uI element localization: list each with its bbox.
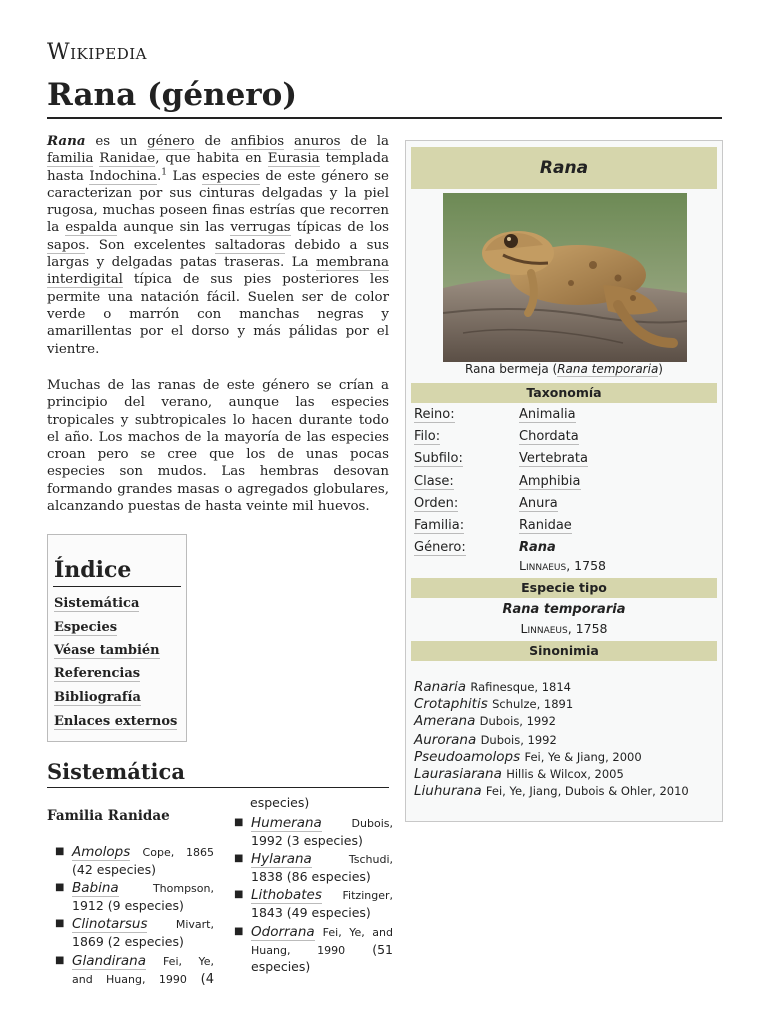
text: aunque sin las [117, 220, 231, 236]
genus-link-babina[interactable]: Babina [72, 880, 119, 896]
synonym-name: Aurorana [414, 732, 477, 748]
list-item [234, 924, 393, 976]
frog-photo[interactable] [443, 193, 687, 362]
synonym-author: Fei, Ye & Jiang, 2000 [524, 750, 642, 764]
type-species-authority: Linnaeus, 1758 [520, 621, 608, 636]
link-ranidae[interactable]: Ranidae [99, 151, 156, 167]
genus-link-odorrana[interactable]: Odorrana [251, 924, 315, 940]
section-divider [47, 787, 389, 788]
genus-count: (4 [200, 971, 214, 987]
text: es un [85, 134, 148, 149]
bullet: ■ [55, 955, 65, 966]
genus-link-clinotarsus[interactable]: Clinotarsus [72, 916, 148, 932]
genus-detail: 1869 (2 especies) [72, 933, 184, 949]
genus-detail: 1992 (3 especies) [251, 832, 363, 848]
genus-count: (49 especies) [286, 904, 371, 920]
text: de la [340, 134, 389, 149]
band-especie-tipo: Especie tipo [411, 578, 717, 598]
list-item [234, 815, 393, 849]
rank-label[interactable]: Familia: [414, 518, 465, 533]
synonym-item [414, 783, 689, 799]
synonym-author: Schulze, 1891 [492, 697, 574, 711]
synonym-item [414, 732, 557, 748]
bullet: ■ [234, 926, 244, 937]
toc-title: Índice [54, 557, 132, 583]
link-especies[interactable]: especies [201, 168, 260, 184]
genus-count: (51 [372, 941, 393, 957]
toc-item-bibliografia[interactable]: Bibliografía [54, 690, 141, 705]
page-title: Rana (género) [47, 77, 297, 113]
rank-value-link[interactable]: Amphibia [519, 474, 581, 489]
link-espalda[interactable]: espalda [65, 220, 118, 236]
toc-item-enlaces-externos[interactable]: Enlaces externos [54, 714, 178, 729]
genus-author: Fei, Ye, [162, 955, 214, 968]
synonym-name: Crotaphitis [414, 696, 488, 712]
genus-authority[interactable]: Linnaeus, 1758 [519, 558, 606, 573]
genus-count: (86 especies) [286, 868, 371, 884]
rank-label[interactable]: Filo: [414, 429, 441, 444]
link-genero[interactable]: género [147, 134, 195, 149]
synonym-item [414, 713, 556, 729]
list-item [55, 844, 214, 878]
genus-count: (2 especies) [107, 933, 184, 949]
bullet: ■ [55, 882, 65, 893]
list-item [55, 880, 214, 914]
bullet: ■ [55, 918, 65, 929]
genus-author: Tschudi, [348, 853, 393, 866]
rank-value-link[interactable]: Vertebrata [519, 451, 588, 466]
subheading-familia: Familia Ranidae [47, 808, 170, 824]
genus-author: Dubois, [351, 817, 393, 830]
text: templada hasta [47, 151, 389, 184]
lead-term: Rana [47, 133, 86, 149]
reference-link[interactable]: 1 [161, 167, 167, 178]
genus-detail: 1838 (86 especies) [251, 868, 371, 884]
genus-link-lithobates[interactable]: Lithobates [251, 887, 322, 903]
genus-author: Huang, 1990 [251, 943, 346, 957]
text: típica de sus pies posteriores les permite una natación fácil. Suelen ser de color verde o marrón con manchas negras y amarillentas por el dorso y más pálidas por el vientre. [47, 272, 389, 357]
synonym-author: Dubois, 1992 [480, 733, 557, 747]
genus-link-amolops[interactable]: Amolops [72, 844, 131, 860]
synonym-author: Hillis & Wilcox, 2005 [506, 767, 624, 781]
synonym-author: Dubois, 1992 [479, 714, 556, 728]
genus-count-continued: especies) [250, 795, 310, 810]
genus-value: Rana [519, 540, 556, 555]
genus-author: Fei, Ye, and [322, 926, 393, 939]
rank-value-link[interactable]: Chordata [519, 429, 579, 444]
toc-item-vease-tambien[interactable]: Véase también [54, 643, 160, 658]
genus-author: Cope, 1865 [142, 846, 214, 859]
link-saltadoras[interactable]: saltadoras [214, 237, 286, 253]
link-indochina[interactable]: Indochina [89, 168, 157, 184]
genus-link-hylarana[interactable]: Hylarana [251, 851, 312, 867]
genus-link-humerana[interactable]: Humerana [251, 815, 322, 831]
synonym-author: Rafinesque, 1814 [470, 680, 571, 694]
genus-count: (42 especies) [72, 861, 157, 877]
rank-label[interactable]: Género: [414, 540, 466, 555]
rank-value-link[interactable]: Ranidae [519, 518, 572, 533]
rank-label[interactable]: Clase: [414, 474, 454, 489]
genus-author: and Huang, 1990 [72, 972, 187, 986]
synonym-name: Amerana [414, 713, 476, 729]
text: . Son excelentes [85, 237, 215, 253]
synonym-author: Fei, Ye, Jiang, Dubois & Ohler, 2010 [485, 784, 689, 798]
band-sinonimia: Sinonimia [411, 641, 717, 661]
link-familia[interactable]: familia [47, 151, 94, 167]
synonym-name: Liuhurana [414, 783, 482, 799]
text: . [156, 168, 162, 184]
bullet: ■ [234, 889, 244, 900]
link-membrana-interdigital[interactable]: membrana interdigital [47, 255, 389, 288]
text: , que habita en [155, 151, 268, 167]
site-logo[interactable] [47, 40, 147, 65]
toc-item-sistematica[interactable]: Sistemática [54, 596, 140, 611]
text: de este género se caracterizan por sus cinturas delgadas y la piel rugosa, muchas poseen finas estrías que recorren la [47, 168, 389, 236]
list-item [234, 887, 393, 921]
text: de [194, 134, 231, 149]
genus-detail: 1912 (9 especies) [72, 897, 184, 913]
text [284, 134, 294, 149]
genus-author: Thompson, [152, 882, 214, 895]
rank-label[interactable]: Orden: [414, 496, 459, 511]
rank-value-link[interactable]: Animalia [519, 407, 576, 422]
brand-text: Wikipedia [47, 40, 147, 65]
synonym-name: Ranaria [414, 679, 467, 695]
text: típicas de los [290, 220, 390, 236]
intro-paragraph [47, 133, 389, 358]
genus-author: Mivart, [175, 918, 214, 931]
list-item [55, 916, 214, 950]
taxobox [405, 140, 723, 822]
toc-item-referencias[interactable]: Referencias [54, 666, 141, 681]
synonym-item [414, 696, 573, 712]
genus-count: (9 especies) [107, 897, 184, 913]
text: Las [166, 168, 202, 184]
synonym-item [414, 679, 571, 695]
link-eurasia[interactable]: Eurasia [267, 151, 320, 167]
band-taxonomia: Taxonomía [411, 383, 717, 403]
toc-divider [53, 586, 181, 587]
bullet: ■ [234, 853, 244, 864]
link-sapos[interactable]: sapos [47, 237, 86, 253]
table-of-contents [47, 534, 187, 742]
caption-text: Rana bermeja ( [465, 362, 558, 376]
taxobox-title: Rana [411, 147, 717, 189]
synonym-name: Laurasiarana [414, 766, 502, 782]
genus-author: Fitzinger, [342, 889, 393, 902]
type-species: Rana temporaria [502, 602, 626, 617]
title-divider [47, 117, 722, 119]
list-item [234, 851, 393, 885]
link-verrugas[interactable]: verrugas [230, 220, 291, 236]
genus-count: especies) [251, 959, 311, 974]
genus-detail: 1843 (49 especies) [251, 904, 371, 920]
synonym-item [414, 766, 624, 782]
bullet: ■ [55, 846, 65, 857]
link-anfibios[interactable]: anfibios [230, 134, 285, 149]
synonym-item [414, 749, 642, 765]
list-item [55, 953, 214, 988]
bullet: ■ [234, 817, 244, 828]
section-heading-sistematica: Sistemática [47, 759, 185, 784]
breeding-paragraph: Muchas de las ranas de este género se crían a principio del verano, aunque las especies tropicales y subtropicales lo hacen durante todo el año. Los machos de la mayoría de las especies croan pero se cree que los de unas pocas especies son mudos. Las hembras desovan formando grandes masas o agregados globulares, alcanzando puestas de hasta veinte mil huevos. [47, 378, 389, 515]
toc-item-especies[interactable]: Especies [54, 620, 118, 635]
synonym-name: Pseudoamolops [414, 749, 521, 765]
link-anuros[interactable]: anuros [293, 134, 341, 149]
genus-link-glandirana[interactable]: Glandirana [72, 953, 147, 969]
rank-label[interactable]: Reino: [414, 407, 455, 422]
rank-label[interactable]: Subfilo: [414, 451, 463, 466]
image-caption [406, 362, 722, 376]
rank-value-link[interactable]: Anura [519, 496, 558, 511]
text: debido a sus largas y delgadas patas traseras. La [47, 237, 389, 271]
genus-count: (3 especies) [286, 832, 363, 848]
caption-text: ) [658, 362, 663, 376]
caption-species-link[interactable]: Rana temporaria [557, 362, 659, 376]
